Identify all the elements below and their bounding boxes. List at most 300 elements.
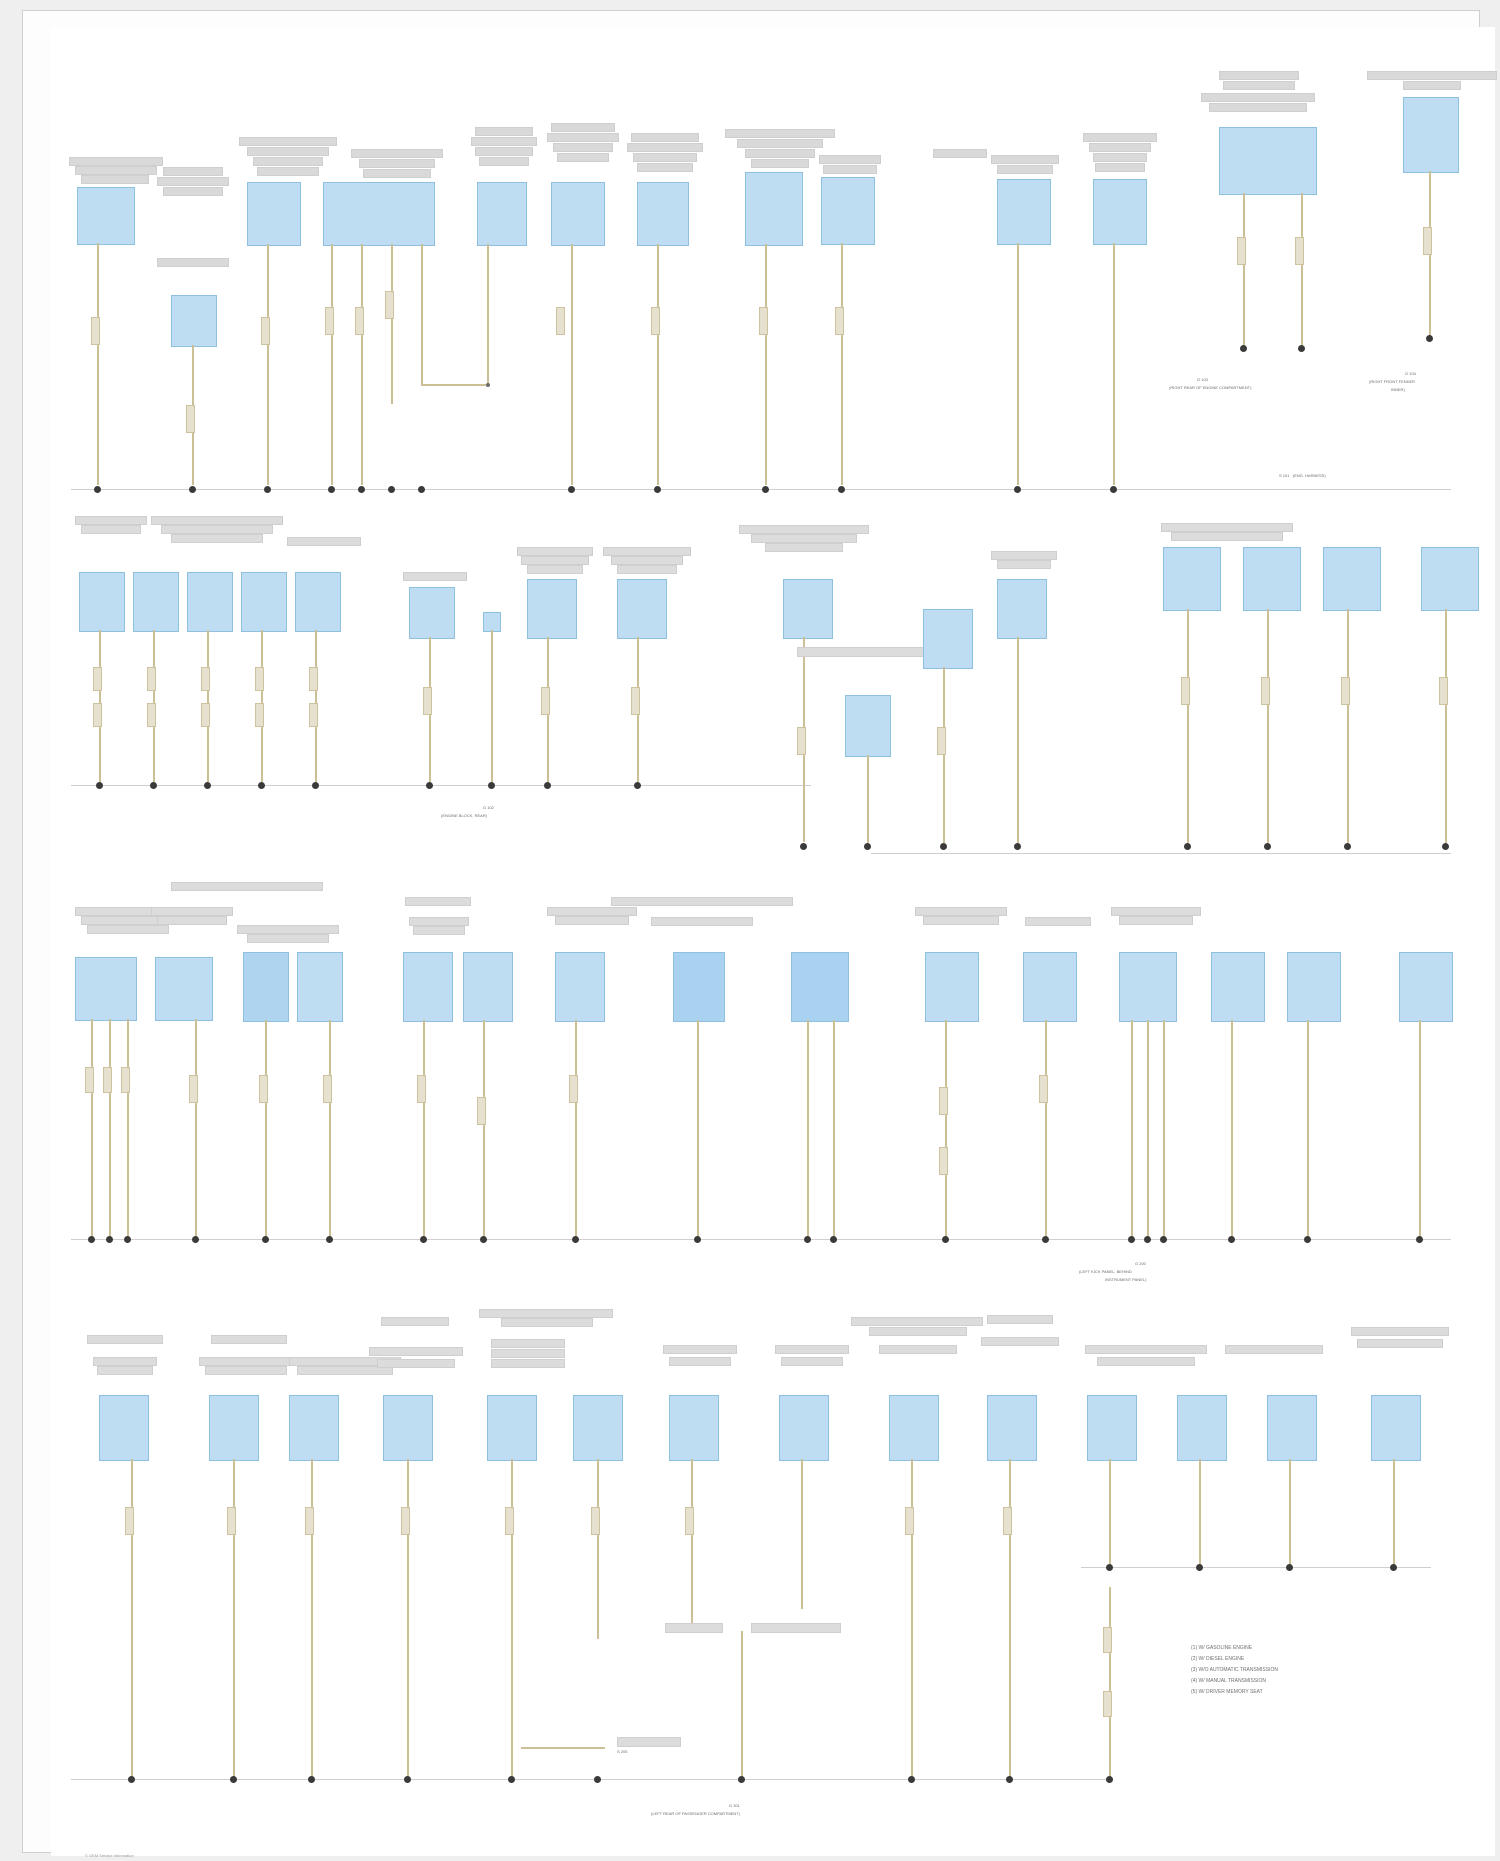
component-label — [547, 133, 619, 142]
component-label — [163, 167, 223, 176]
component-label — [75, 166, 157, 175]
wire-tag — [797, 727, 806, 755]
component-label — [247, 934, 329, 943]
wire-tag — [1039, 1075, 1048, 1103]
component-block[interactable] — [845, 695, 891, 757]
ground-caption: G 104 — [1405, 371, 1416, 376]
component-block[interactable] — [1267, 1395, 1317, 1461]
ground-wire — [1347, 609, 1349, 843]
component-block[interactable] — [1243, 547, 1301, 611]
wire-tag — [505, 1507, 514, 1535]
component-block[interactable] — [323, 182, 435, 246]
wire-tag — [905, 1507, 914, 1535]
ground-symbol — [88, 1236, 95, 1243]
diagram-sheet — [22, 10, 1480, 1858]
ground-bus-2b — [871, 853, 1451, 854]
component-label — [405, 897, 471, 906]
component-label — [1357, 1339, 1443, 1348]
component-label — [869, 1327, 967, 1336]
component-label — [663, 1345, 737, 1354]
wire-tag — [309, 667, 318, 691]
ground-wire — [1445, 609, 1447, 843]
wire-tag — [477, 1097, 486, 1125]
component-block[interactable] — [925, 952, 979, 1022]
ground-symbol — [312, 782, 319, 789]
component-label — [521, 556, 589, 565]
ground-wire — [491, 630, 493, 782]
component-block[interactable] — [483, 612, 501, 632]
ground-wire — [265, 1020, 267, 1237]
wire-tag — [835, 307, 844, 335]
component-block[interactable] — [463, 952, 513, 1022]
ground-wire — [597, 1459, 599, 1639]
component-block[interactable] — [409, 587, 455, 639]
ground-symbol — [264, 486, 271, 493]
wire-tag — [939, 1147, 948, 1175]
component-label — [981, 1337, 1059, 1346]
component-label — [199, 1357, 293, 1366]
component-label — [363, 169, 431, 178]
ground-symbol — [124, 1236, 131, 1243]
splice-label — [665, 1623, 723, 1633]
ground-symbol — [508, 1776, 515, 1783]
component-block[interactable] — [133, 572, 179, 632]
component-label — [991, 551, 1057, 560]
component-label — [551, 123, 615, 132]
component-label — [413, 926, 465, 935]
component-label — [879, 1345, 957, 1354]
wire-tag — [259, 1075, 268, 1103]
component-block[interactable] — [791, 952, 849, 1022]
component-label — [751, 159, 809, 168]
component-block[interactable] — [241, 572, 287, 632]
component-label — [491, 1339, 565, 1348]
ground-symbol — [694, 1236, 701, 1243]
component-block[interactable] — [243, 952, 289, 1022]
component-block[interactable] — [1093, 179, 1147, 245]
component-label — [171, 882, 323, 891]
ground-symbol — [1110, 486, 1117, 493]
ground-wire — [1017, 637, 1019, 843]
wire-tag — [401, 1507, 410, 1535]
ground-symbol — [594, 1776, 601, 1783]
ground-symbol — [800, 843, 807, 850]
ground-symbol — [1128, 1236, 1135, 1243]
component-block[interactable] — [1371, 1395, 1421, 1461]
ground-wire — [1163, 1020, 1165, 1237]
component-label — [1367, 71, 1497, 80]
component-label — [157, 177, 229, 186]
ground-symbol — [804, 1236, 811, 1243]
component-label — [359, 159, 435, 168]
component-label — [611, 556, 683, 565]
ground-symbol — [864, 843, 871, 850]
component-block[interactable] — [477, 182, 527, 246]
ground-symbol — [572, 1236, 579, 1243]
component-label — [631, 133, 699, 142]
component-block[interactable] — [171, 295, 217, 347]
ground-symbol — [150, 782, 157, 789]
component-block[interactable] — [637, 182, 689, 246]
component-label — [997, 165, 1053, 174]
ground-wire — [943, 667, 945, 843]
wire-tag — [93, 667, 102, 691]
ground-symbol — [940, 843, 947, 850]
component-block[interactable] — [1421, 547, 1479, 611]
ground-symbol — [480, 1236, 487, 1243]
component-block[interactable] — [1219, 127, 1317, 195]
legend-item: (1) W/ GASOLINE ENGINE — [1191, 1645, 1253, 1651]
ground-wire — [1109, 1587, 1111, 1777]
ground-wire — [833, 1020, 835, 1237]
component-block[interactable] — [403, 952, 453, 1022]
component-label — [1083, 133, 1157, 142]
ground-symbol — [230, 1776, 237, 1783]
ground-bus-2 — [71, 785, 811, 786]
component-block[interactable] — [247, 182, 301, 246]
component-label — [257, 167, 319, 176]
component-label — [751, 534, 857, 543]
component-block[interactable] — [487, 1395, 537, 1461]
component-label — [1025, 917, 1091, 926]
component-label — [97, 1366, 153, 1375]
ground-wire — [741, 1631, 743, 1777]
ground-symbol — [308, 1776, 315, 1783]
component-label — [475, 147, 533, 156]
ground-symbol — [1196, 1564, 1203, 1571]
splice-label — [751, 1623, 841, 1633]
component-label — [157, 258, 229, 267]
wire-tag — [1237, 237, 1246, 265]
ground-wire — [91, 1019, 93, 1237]
ground-symbol — [1344, 843, 1351, 850]
ground-symbol — [1442, 843, 1449, 850]
ground-wire — [1187, 609, 1189, 843]
component-block[interactable] — [75, 957, 137, 1021]
component-block[interactable] — [551, 182, 605, 246]
ground-symbol — [1014, 486, 1021, 493]
wire-tag — [121, 1067, 130, 1093]
component-label — [253, 157, 323, 166]
ground-symbol — [1390, 1564, 1397, 1571]
component-label — [69, 157, 163, 166]
wire-tag — [261, 317, 270, 345]
component-label — [381, 1317, 449, 1326]
component-label — [403, 572, 467, 581]
ground-symbol — [258, 782, 265, 789]
ground-caption: G 102 — [483, 805, 494, 810]
ground-wire — [1301, 193, 1303, 345]
ground-wire — [575, 1020, 577, 1237]
ground-symbol — [326, 1236, 333, 1243]
ground-wire — [1267, 609, 1269, 843]
wire-tag — [325, 307, 334, 335]
component-block[interactable] — [745, 172, 803, 246]
ground-wire — [109, 1019, 111, 1237]
ground-wire — [483, 1020, 485, 1237]
component-block[interactable] — [1177, 1395, 1227, 1461]
component-label — [1201, 93, 1315, 102]
component-block[interactable] — [1287, 952, 1341, 1022]
diagram-frame — [51, 27, 1495, 1856]
ground-wire — [867, 755, 869, 843]
wire-tag — [1181, 677, 1190, 705]
component-label — [87, 925, 169, 934]
ground-symbol — [1240, 345, 1247, 352]
wire-tag — [255, 703, 264, 727]
ground-symbol — [1264, 843, 1271, 850]
wire-tag — [201, 703, 210, 727]
ground-wire — [521, 1747, 605, 1749]
component-label — [991, 155, 1059, 164]
component-label — [651, 917, 753, 926]
component-block[interactable] — [1087, 1395, 1137, 1461]
ground-wire — [571, 244, 573, 485]
component-block[interactable] — [1323, 547, 1381, 611]
component-block[interactable] — [673, 952, 725, 1022]
component-label — [553, 143, 613, 152]
component-block[interactable] — [987, 1395, 1037, 1461]
ground-wire — [1017, 243, 1019, 485]
component-block[interactable] — [1023, 952, 1077, 1022]
ground-caption: INSTRUMENT PANEL) — [1105, 1277, 1147, 1282]
component-block[interactable] — [155, 957, 213, 1021]
copyright-text: © OEM Service Information — [85, 1853, 134, 1858]
ground-symbol — [328, 486, 335, 493]
component-block[interactable] — [1163, 547, 1221, 611]
component-block[interactable] — [187, 572, 233, 632]
ground-wire — [691, 1459, 693, 1631]
wire-tag — [91, 317, 100, 345]
ground-symbol — [762, 486, 769, 493]
component-label — [163, 187, 223, 196]
component-label — [557, 153, 609, 162]
component-block[interactable] — [783, 579, 833, 639]
ground-symbol — [1106, 1776, 1113, 1783]
component-label — [211, 1335, 287, 1344]
ground-symbol — [544, 782, 551, 789]
wire-tag — [147, 667, 156, 691]
ground-symbol — [262, 1236, 269, 1243]
wire-tag — [323, 1075, 332, 1103]
component-block[interactable] — [821, 177, 875, 245]
ground-symbol — [1042, 1236, 1049, 1243]
component-block[interactable] — [209, 1395, 259, 1461]
ground-bus-4b — [1081, 1567, 1431, 1568]
ground-symbol — [189, 486, 196, 493]
ground-wire — [421, 384, 489, 386]
component-block[interactable] — [289, 1395, 339, 1461]
component-label — [1111, 907, 1201, 916]
component-label — [1225, 1345, 1323, 1354]
ground-symbol — [830, 1236, 837, 1243]
component-label — [737, 139, 823, 148]
legend-item: (5) W/ DRIVER MEMORY SEAT — [1191, 1689, 1263, 1695]
wire-tag — [93, 703, 102, 727]
legend-item: (3) W/O AUTOMATIC TRANSMISSION — [1191, 1667, 1278, 1673]
ground-wire — [1109, 1459, 1111, 1567]
ground-wire — [945, 1020, 947, 1237]
component-label — [637, 163, 693, 172]
component-label — [161, 525, 273, 534]
ground-symbol — [568, 486, 575, 493]
wire-tag — [759, 307, 768, 335]
component-label — [471, 137, 537, 146]
ground-symbol — [106, 1236, 113, 1243]
wire-tag — [103, 1067, 112, 1093]
component-block[interactable] — [79, 572, 125, 632]
ground-symbol — [388, 486, 395, 493]
ground-wire — [391, 244, 393, 404]
component-label — [1085, 1345, 1207, 1354]
ground-symbol — [1160, 1236, 1167, 1243]
component-label — [475, 127, 533, 136]
component-label — [1351, 1327, 1449, 1336]
wire-tag — [1295, 237, 1304, 265]
ground-symbol — [418, 486, 425, 493]
wire-tag — [309, 703, 318, 727]
ground-wire — [195, 1019, 197, 1237]
wire-tag — [385, 291, 394, 319]
ground-symbol — [204, 782, 211, 789]
component-block[interactable] — [555, 952, 605, 1022]
ground-symbol — [404, 1776, 411, 1783]
component-label — [491, 1349, 565, 1358]
component-label — [923, 916, 999, 925]
ground-symbol — [420, 1236, 427, 1243]
splice-caption: S 205 — [617, 1749, 628, 1754]
ground-symbol — [1304, 1236, 1311, 1243]
component-label — [633, 153, 697, 162]
component-block[interactable] — [779, 1395, 829, 1461]
component-block[interactable] — [997, 179, 1051, 245]
wire-tag — [1439, 677, 1448, 705]
wire-tag — [1103, 1691, 1112, 1717]
component-label — [1171, 532, 1283, 541]
ground-wire — [1147, 1020, 1149, 1237]
wire-tag — [1261, 677, 1270, 705]
ground-wire — [841, 243, 843, 485]
wire-tag — [937, 727, 946, 755]
ground-wire — [1045, 1020, 1047, 1237]
component-block[interactable] — [77, 187, 135, 245]
component-label — [1097, 1357, 1195, 1366]
ground-wire — [1131, 1020, 1133, 1237]
ground-bus-1 — [71, 489, 1451, 490]
component-block[interactable] — [1399, 952, 1453, 1022]
component-label — [205, 1366, 287, 1375]
ground-caption: G 301 — [729, 1803, 740, 1808]
component-block[interactable] — [1119, 952, 1177, 1022]
splice-label — [617, 1737, 681, 1747]
component-label — [987, 1315, 1053, 1324]
ground-symbol — [488, 782, 495, 789]
component-label — [239, 137, 337, 146]
component-label — [627, 143, 703, 152]
component-label — [287, 537, 361, 546]
ground-wire — [807, 1020, 809, 1237]
component-block[interactable] — [295, 572, 341, 632]
component-block[interactable] — [1403, 97, 1459, 173]
component-label — [491, 1359, 565, 1368]
component-label — [933, 149, 987, 158]
ground-symbol — [1144, 1236, 1151, 1243]
component-block[interactable] — [1211, 952, 1265, 1022]
component-label — [369, 1347, 463, 1356]
component-block[interactable] — [297, 952, 343, 1022]
wire-tag — [569, 1075, 578, 1103]
ground-wire — [1393, 1459, 1395, 1567]
ground-caption: (RIGHT FRONT FENDER — [1369, 379, 1416, 384]
ground-caption: (RIGHT REAR OF ENGINE COMPARTMENT) — [1169, 385, 1252, 390]
ground-symbol — [1426, 335, 1433, 342]
component-label — [997, 560, 1051, 569]
ground-caption: (ENGINE BLOCK, REAR) — [441, 813, 488, 818]
component-label — [765, 543, 843, 552]
component-label — [745, 149, 815, 158]
wire-tag — [1341, 677, 1350, 705]
ground-symbol — [358, 486, 365, 493]
component-label — [517, 547, 593, 556]
ground-wire — [1113, 243, 1115, 485]
ground-wire — [801, 1459, 803, 1609]
wire-tag — [189, 1075, 198, 1103]
ground-symbol — [96, 782, 103, 789]
ground-symbol — [128, 1776, 135, 1783]
component-label — [247, 147, 329, 156]
component-label — [915, 907, 1007, 916]
ground-symbol — [908, 1776, 915, 1783]
ground-symbol — [634, 782, 641, 789]
splice-caption: S 101 (ENG. HARNESS) — [1279, 473, 1326, 478]
ground-symbol — [1006, 1776, 1013, 1783]
component-block[interactable] — [997, 579, 1047, 639]
component-block[interactable] — [527, 579, 577, 639]
wire-tag — [685, 1507, 694, 1535]
component-label — [237, 925, 339, 934]
ground-symbol — [1416, 1236, 1423, 1243]
wire-tag — [556, 307, 565, 335]
ground-wire — [487, 244, 489, 372]
wire-tag — [255, 667, 264, 691]
ground-caption: G 103 — [1197, 377, 1208, 382]
component-block[interactable] — [99, 1395, 149, 1461]
ground-symbol — [94, 486, 101, 493]
component-block[interactable] — [573, 1395, 623, 1461]
wire-tag — [1423, 227, 1432, 255]
component-block[interactable] — [669, 1395, 719, 1461]
component-block[interactable] — [923, 609, 973, 669]
component-block[interactable] — [889, 1395, 939, 1461]
component-label — [617, 565, 677, 574]
component-label — [93, 1357, 157, 1366]
legend-item: (4) W/ MANUAL TRANSMISSION — [1191, 1678, 1267, 1684]
component-label — [823, 165, 877, 174]
ground-wire — [1231, 1020, 1233, 1237]
wire-tag — [631, 687, 640, 715]
component-block[interactable] — [383, 1395, 433, 1461]
component-label — [151, 907, 233, 916]
component-label — [87, 1335, 163, 1344]
wire-tag — [591, 1507, 600, 1535]
component-label — [479, 1309, 613, 1318]
ground-symbol — [1298, 345, 1305, 352]
component-label — [501, 1318, 593, 1327]
wire-tag — [939, 1087, 948, 1115]
ground-symbol — [1184, 843, 1191, 850]
component-label — [555, 916, 629, 925]
component-block[interactable] — [617, 579, 667, 639]
